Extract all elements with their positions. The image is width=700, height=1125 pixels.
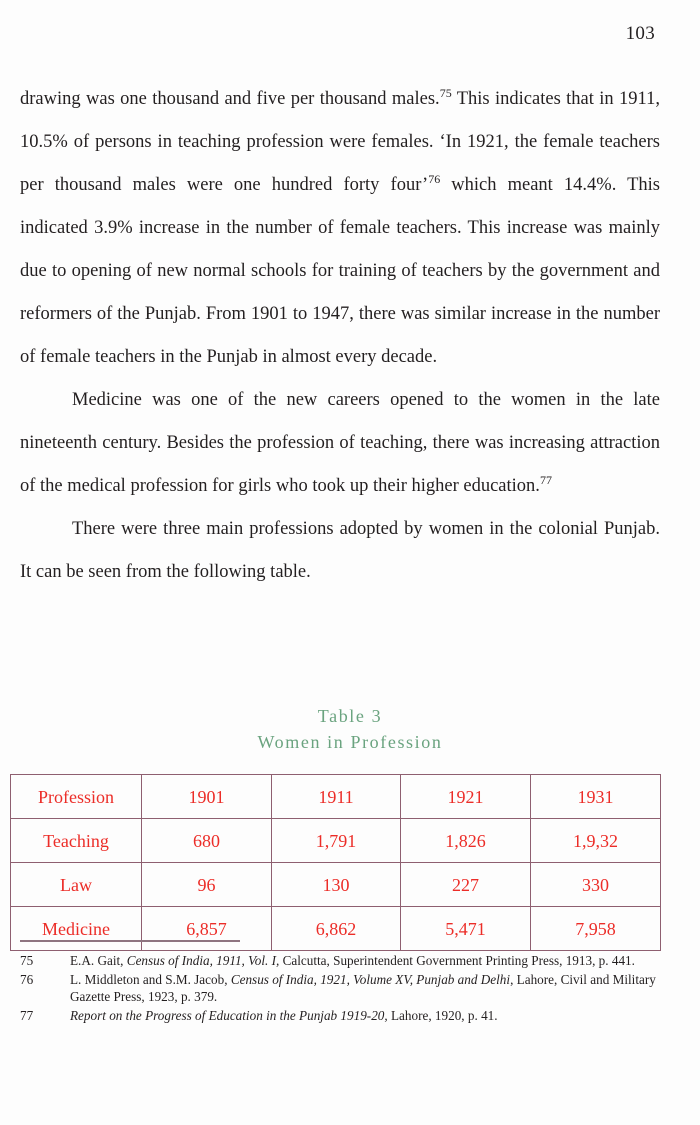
footnote-item-77 [20,1007,680,1025]
table-cell-1-4: 330 [531,863,661,907]
footnotes-section [20,940,680,1025]
table-cell-2-2: 6,862 [272,907,401,951]
page-number: 103 [625,23,655,44]
citation-title: Census of India, 1921, Volume XV, Punjab and Delhi [230,971,511,987]
table-caption-number: Table 3 [317,706,383,726]
table-cell-2-3: 5,471 [401,907,531,951]
table-cell-1-1: 96 [142,863,272,907]
table-cell-0-3: 1,826 [401,819,531,863]
body-text-block [20,78,660,594]
footnote-marker-75: 75 [439,86,452,100]
table-cell-0-2: 1,791 [272,819,401,863]
footnote-number: 77 [20,1007,34,1023]
table-header-cell-3: 1921 [401,775,531,819]
table-row [11,863,661,907]
para-1: drawing was one thousand and five per thousand males.$^{75}$ This indicates that in 1911, 10.5% of persons in teaching profession were females. ‘In 1921, the female teachers per thousand males were one hundred forty four’$^{76}$ which meant 14.4%. This indicated 3.9% increase in the number of female teachers. This increase was mainly due to opening of new normal schools for training of teachers by the government and reformers of the Punjab. From 1901 to 1947, there was similar increase in the number of female teachers in the Punjab in almost every decade. [20,86,661,367]
footnote-text: L. Middleton and S.M. Jacob, Census of India, 1921, Volume XV, Punjab and Delhi, Lahore, Civil and Military Gazette Press, 1923, p. 379. [70,971,656,1004]
footnote-text: Report on the Progress of Education in the Punjab 1919-20, Lahore, 1920, p. 41. [70,1007,498,1023]
women-in-profession-table [10,774,661,951]
table-cell-0-4: 1,9,32 [531,819,661,863]
footnote-text: E.A. Gait, Census of India, 1911, Vol. I, Calcutta, Superintendent Government Printing Press, 1913, p. 441. [70,953,635,968]
table-header-row [11,775,661,819]
table-row-label: Teaching [11,819,142,863]
table-cell-0-1: 680 [142,819,272,863]
table-row [11,819,661,863]
table-header-cell-1: 1901 [142,775,272,819]
footnote-item-75 [20,952,680,970]
footnote-separator-rule [20,940,240,942]
table-caption [0,703,700,755]
table-cell-2-1: 6,857 [142,907,272,951]
table-cell-2-4: 7,958 [531,907,661,951]
footnote-marker-76: 76 [428,172,441,186]
table-cell-1-2: 130 [272,863,401,907]
table-cell-1-3: 227 [401,863,531,907]
footnote-marker-77: 77 [539,473,552,487]
para-3: There were three main professions adopted by women in the colonial Punjab. It can be seen from the following table. [20,519,660,582]
citation-title: Report on the Progress of Education in the Punjab 1919-20 [70,1007,385,1023]
footnote-item-76 [20,971,680,1006]
footnote-number: 75 [20,953,34,968]
para-2: Medicine was one of the new careers opened to the women in the late nineteenth century. Besides the profession of teaching, there was increasing attraction of the medical profession for girls who took up their higher education.$^{77}$ [20,390,660,496]
table-header-cell-0: Profession [11,775,142,819]
table-header-cell-4: 1931 [531,775,661,819]
footnote-number: 76 [20,971,34,987]
citation-title: Census of India, 1911, Vol. I, [126,953,280,968]
table-row-label: Law [11,863,142,907]
table-container [10,774,660,951]
table-row-label: Medicine [11,907,142,951]
table-header-cell-2: 1911 [272,775,401,819]
table-caption-title: Women in Profession [257,732,443,752]
